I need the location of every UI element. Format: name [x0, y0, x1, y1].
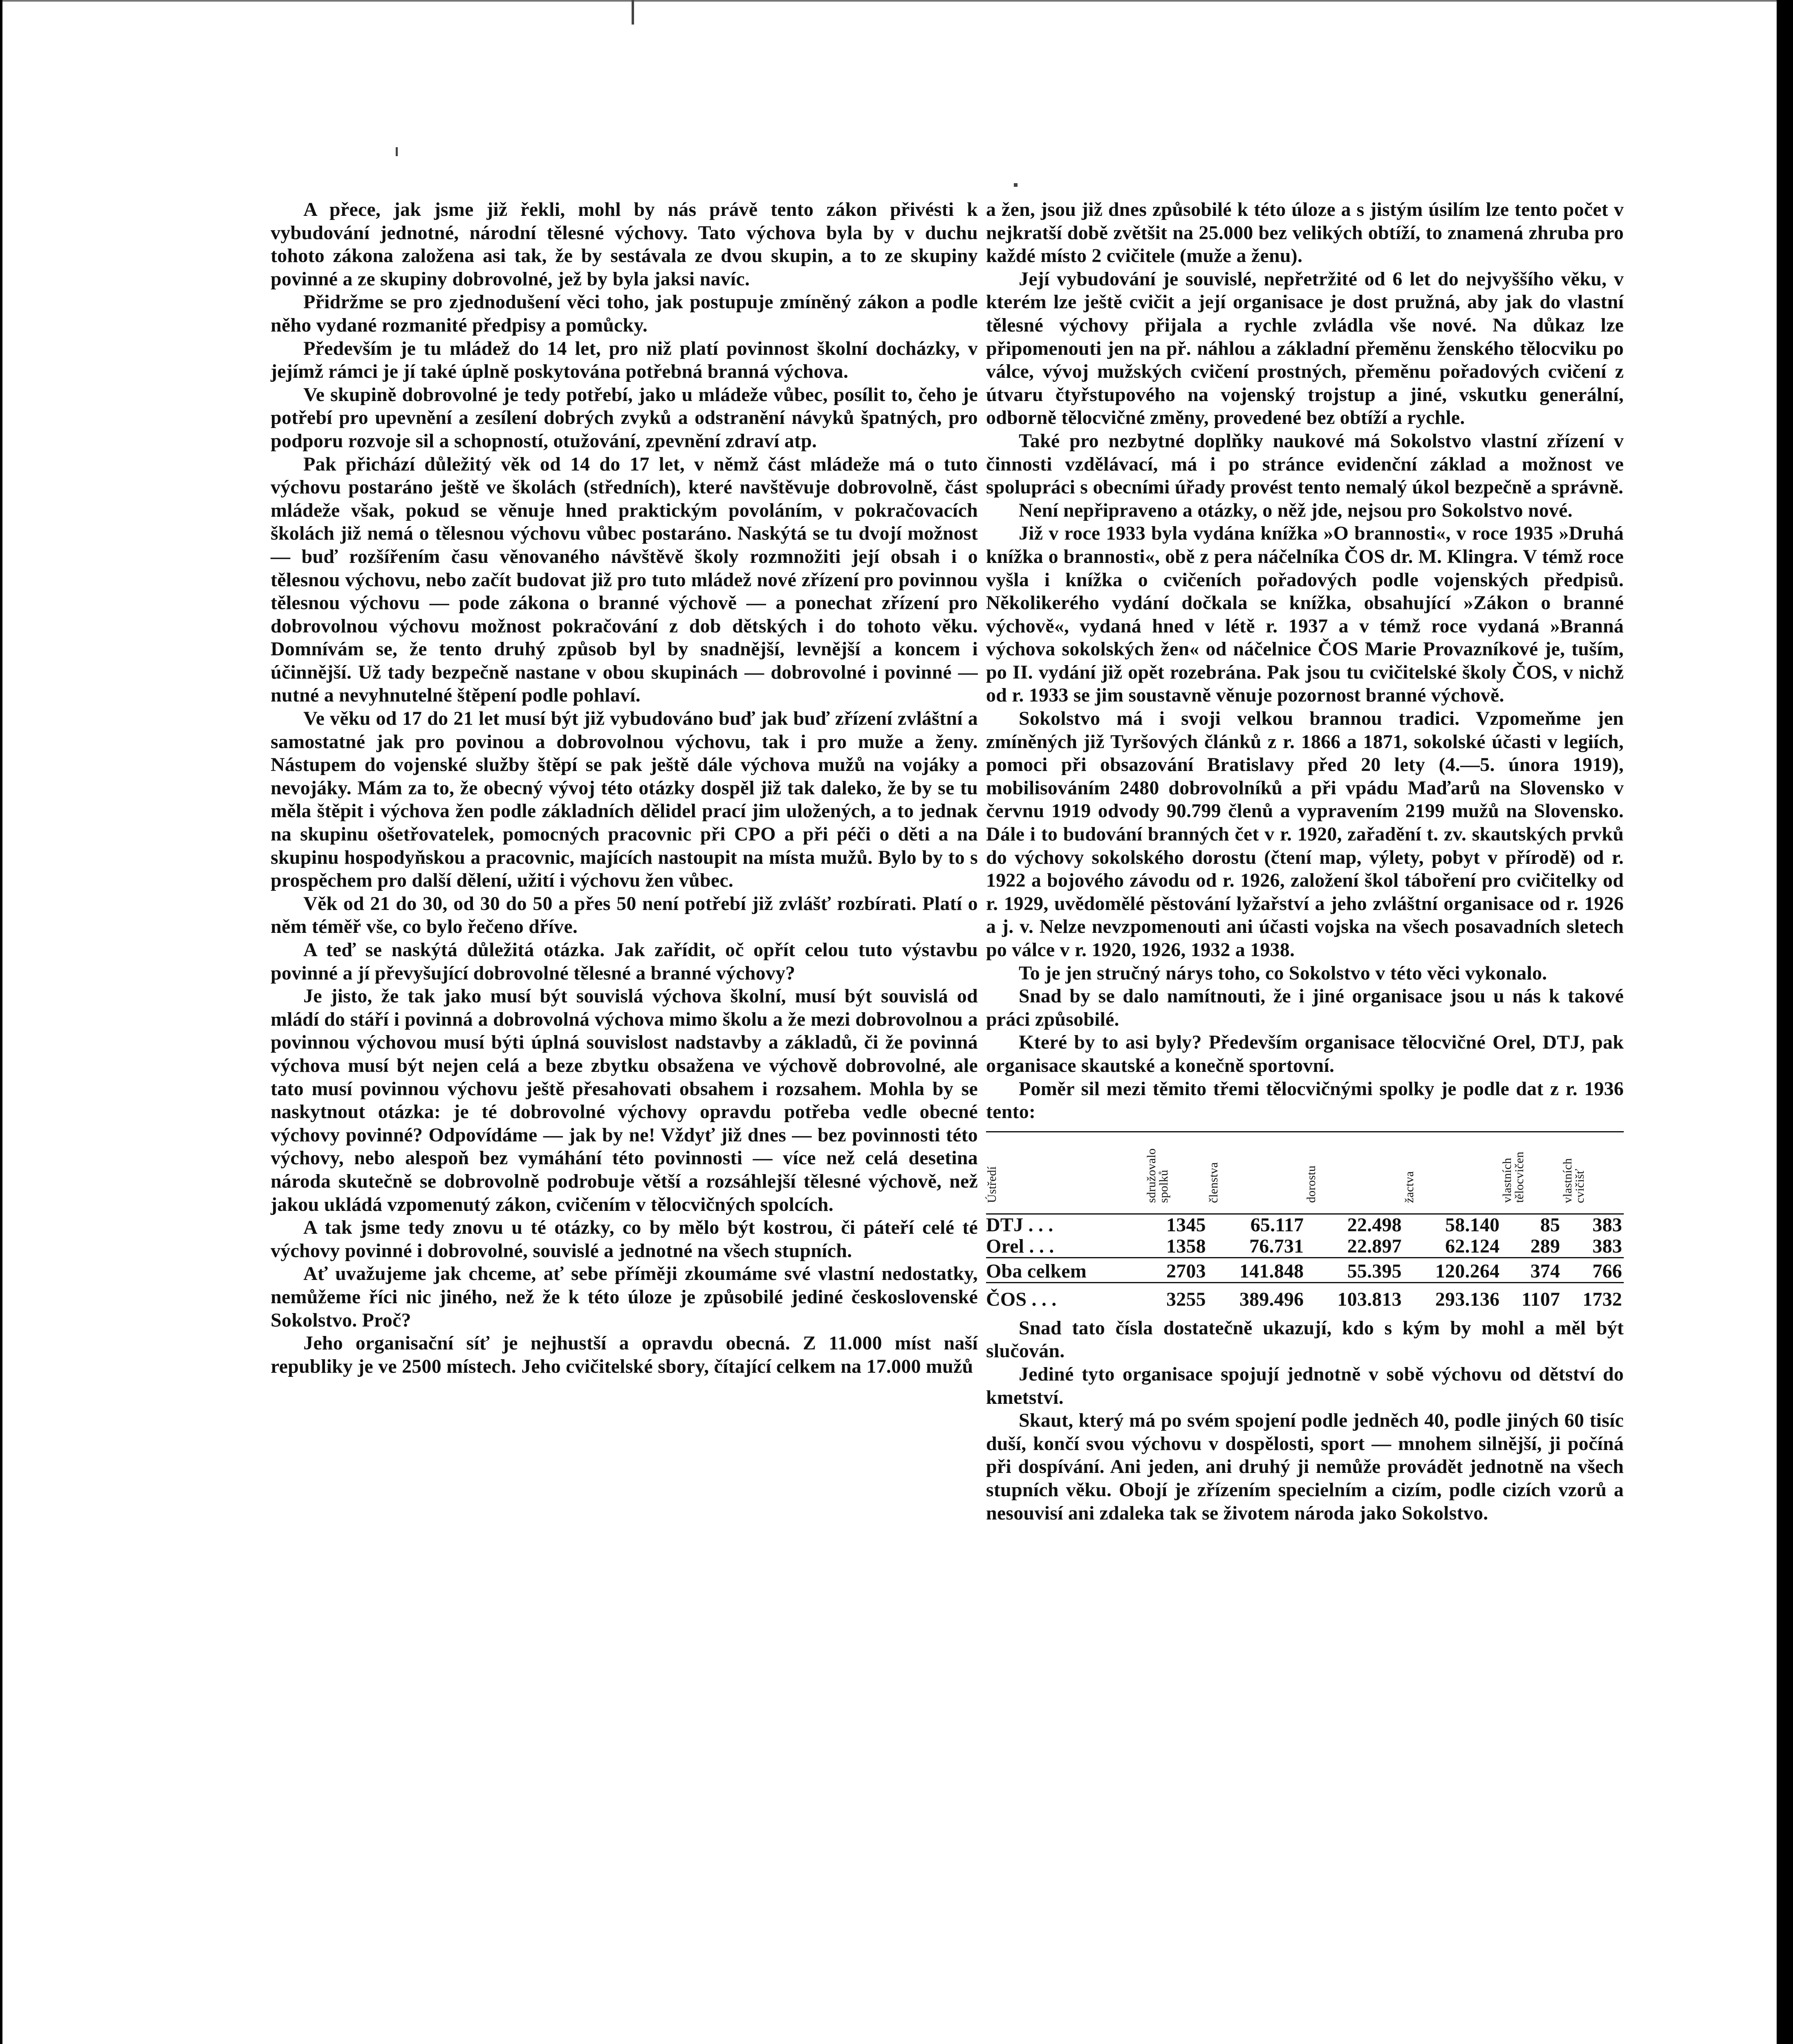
cell: 120.264	[1403, 1257, 1502, 1282]
paragraph: Především je tu mládež do 14 let, pro niž platí povinnost školní docházky, v jejímž rámci je jí také úplně poskytována potřebná branná výchova.	[271, 337, 978, 383]
table-row-orel	[986, 1236, 1624, 1258]
paragraph: Věk od 21 do 30, od 30 do 50 a přes 50 není potřebí již zvlášť rozbírati. Platí o něm téměř vše, co bylo řečeno dříve.	[271, 892, 978, 938]
cell: 389.496	[1208, 1282, 1306, 1313]
paragraph: Pak přichází důležitý věk od 14 do 17 let, v němž část mládeže má o tuto výchovu postaráno ještě ve školách (středních), které navštěvuje dobrovolně, část mládeže však, pokud se věnuje hned praktickým povoláním, v pokračovacích školách již nemá o tělesnou výchovu vůbec postaráno. Naskýtá se tu dvojí možnost — buď rozšířením času věnovaného návštěvě školy rozmnožiti její obsah i o tělesnou výchovu, nebo začít budovat již pro tuto mládež nové zřízení pro povinnou tělesnou výchovu — pode zákona o branné výchově — a ponechat zřízení pro dobrovolnou výchovu možnost pokračování z dob dětských i do tohoto věku. Domnívám se, že tento druhý způsob byl by snadnější, levnější a koncem i účinnější. Už tady bezpečně nastane v obou skupinách — dobrovolné i povinné — nutné a nevyhnutelné štěpení podle pohlaví.	[271, 453, 978, 706]
cell: 76.731	[1249, 1235, 1304, 1257]
cell: 22.897	[1347, 1235, 1402, 1257]
table-row-total	[986, 1257, 1624, 1282]
paragraph: Jeho organisační síť je nejhustší a opravdu obecná. Z 11.000 míst naší republiky je ve 2500 místech. Jeho cvičitelské sbory, čítající celkem na 17.000 mužů	[271, 1332, 978, 1377]
table-header-row	[986, 1132, 1624, 1214]
header-cell	[1501, 1132, 1562, 1214]
right-text-column	[986, 198, 1624, 1525]
cell: 383	[1592, 1214, 1622, 1236]
cell: 1732	[1562, 1282, 1624, 1313]
row-name: DTJ . . .	[986, 1214, 1053, 1236]
paragraph: Sokolstvo má i svoji velkou brannou tradici. Vzpomeňme jen zmíněných již Tyršových článků z r. 1866 a 1871, sokolské účasti v legiích, pomoci při obsazování Bratislavy před 20 lety (4.—5. února 1919), mobilisováním 2480 dobrovolníků a při vpádu Maďarů na Slovensko v červnu 1919 odvody 90.799 členů a vypravením 2199 mužů na Slovensko. Dále i to budování branných čet v r. 1920, zařadění t. zv. skautských prvků do výchovy sokolského dorostu (čtení map, výlety, pobyt v přírodě) od r. 1922 a bojového závodu od r. 1926, založení škol táboření pro cvičitelky od r. 1929, uvědomělé pěstování lyžařství a jeho zvláštní organisace od r. 1926 a j. v. Nelze nevzpomenouti ani účasti vojska na všech posavadních sletech po válce v r. 1920, 1926, 1932 a 1938.	[986, 708, 1624, 961]
paragraph: Její vybudování je souvislé, nepřetržité od 6 let do nejvyššího věku, v kterém lze ještě cvičit a její organisace je dost pružná, aby jak do vlastní tělesné výchovy přijala a rychle zvládla vše nové. Na důkaz lze připomenouti jen na př. náhlou a základní přeměnu ženského tělocviku po válce, vývoj mužských cvičení prostných, přeměnu pořadových cvičení z útvaru čtyřstupového na vojenský trojstup a jiné, vskutku generální, odborně tělocvičné změny, provedené bez obtíží a rychle.	[986, 268, 1624, 429]
row-name: Oba celkem	[986, 1257, 1145, 1282]
paragraph: A teď se naskýtá důležitá otázka. Jak zařídit, oč opřít celou tuto výstavbu povinné a jí převyšující dobrovolné tělesné a branné výchovy?	[271, 939, 978, 984]
paragraph: Je jisto, že tak jako musí být souvislá výchova školní, musí být souvislá od mládí do stáří i povinná a dobrovolná výchova mimo školu a že mezi dobrovolnou a povinnou výchovou musí býti úplná souvislost nadstavby a základů, či že povinná výchova musí být nejen celá a beze zbytku obsažena ve výchově dobrovolné, ale tato musí povinnou výchovu ještě přesahovati obsahem i rozsahem. Mohla by se naskytnout otázka: je té dobrovolné výchovy opravdu potřeba vedle obecné výchovy povinné? Odpovídáme — jak by ne! Vždyť již dnes — bez povinnosti této výchovy, nebo alespoň bez vymáhání této povinnosti — více než celá desetina národa skutečně se dobrovolně podrobuje větší a rozsáhlejší tělesné výchově, než jakou ukládá vzpomenutý zákon, cvičením v tělocvičných spolcích.	[271, 985, 978, 1215]
paragraph: Ve věku od 17 do 21 let musí být již vybudováno buď jak buď zřízení zvláštní a samostatné jak pro povinou a dobrovolnou výchovu, tak i pro muže a ženy. Nástupem do vojenské služby štěpí se pak ještě dále výchova mužů na vojáky a nevojáky. Mám za to, že obecný vývoj této otázky dospěl již tak daleko, že by se tu měla štěpit i výchova žen podle základních dělidel prací jim uložených, a to jednak na skupinu ošetřovatelek, pomocných pracovnic při CPO a při péči o děti a na skupinu hospodyňskou a pracovnic, majících nastoupit na místa mužů. Bylo by to s prospěchem pro další dělení, užití i výchovu žen vůbec.	[271, 708, 978, 892]
cell: 141.848	[1208, 1257, 1306, 1282]
paragraph: Přidržme se pro zjednodušení věci toho, jak postupuje zmíněný zákon a podle něho vydané rozmanité předpisy a pomůcky.	[271, 291, 978, 336]
scan-speck	[632, 0, 634, 25]
table-row-dtj	[986, 1214, 1624, 1236]
cell: 2703	[1145, 1257, 1208, 1282]
scan-speck	[396, 147, 398, 156]
header-cell	[1305, 1132, 1403, 1214]
cell: 374	[1501, 1257, 1562, 1282]
paragraph: A přece, jak jsme již řekli, mohl by nás právě tento zákon přivésti k vybudování jednotné, národní tělesné výchovy. Tato výchova byla by v duchu tohoto zákona založena asi tak, že by sestávala ze dvou skupin, a to ze skupiny povinné a ze skupiny dobrovolné, jež by byla jaksi navíc.	[271, 199, 978, 290]
header-label: vlastních cvičišť	[1561, 1158, 1587, 1203]
row-name: Orel . . .	[986, 1235, 1054, 1257]
header-label: dorostu	[1304, 1165, 1318, 1203]
paragraph: Poměr sil mezi těmito třemi tělocvičnými spolky je podle dat z r. 1936 tento:	[986, 1078, 1624, 1123]
header-cell	[1208, 1132, 1306, 1214]
paragraph: Již v roce 1933 byla vydána knížka »O brannosti«, v roce 1935 »Druhá knížka o brannosti«, obě z pera náčelníka ČOS dr. M. Klingra. V témž roce vyšla i knížka o cvičeních pořadových podle vojenských předpisů. Několikerého vydání dočkala se knížka, obsahující »Zákon o branné výchově«, vydaná hned v létě r. 1937 a v témž roce vydaná »Branná výchova sokolských žen« od náčelnice ČOS Marie Provazníkové je, tuším, po II. vydání již opět rozebrána. Pak jsou tu cvičitelské školy ČOS, v nichž od r. 1933 se jim soustavně věnuje pozornost branné výchově.	[986, 522, 1624, 706]
cell: 62.124	[1445, 1235, 1500, 1257]
header-label: sdružovalo spolků	[1145, 1148, 1170, 1203]
header-label: Ústředí	[985, 1166, 999, 1203]
cell: 766	[1562, 1257, 1624, 1282]
paragraph: Které by to asi byly? Především organisace tělocvičné Orel, DTJ, pak organisace skautské a konečně sportovní.	[986, 1031, 1624, 1076]
row-name: ČOS . . .	[986, 1282, 1145, 1313]
paragraph: To je jen stručný nárys toho, co Sokolstvo v této věci vykonalo.	[1019, 962, 1547, 984]
cell: 85	[1540, 1214, 1560, 1236]
paragraph: Snad by se dalo namítnouti, že i jiné organisace jsou u nás k takové práci způsobilé.	[986, 985, 1624, 1030]
paragraph: Snad tato čísla dostatečně ukazují, kdo s kým by mohl a měl být slučován.	[986, 1317, 1624, 1362]
cell: 103.813	[1305, 1282, 1403, 1313]
paragraph: Jediné tyto organisace spojují jednotně v sobě výchovu od dětství do kmetství.	[986, 1363, 1624, 1408]
paragraph: A tak jsme tedy znovu u té otázky, co by mělo být kostrou, či páteří celé té výchovy povinné i dobrovolné, souvislé a jednotné na všech stupních.	[271, 1217, 978, 1262]
membership-stats-table	[986, 1131, 1624, 1313]
cell: 293.136	[1403, 1282, 1502, 1313]
cell: 65.117	[1250, 1214, 1304, 1236]
cell: 55.395	[1305, 1257, 1403, 1282]
left-text-column	[271, 198, 978, 1378]
cell: 383	[1592, 1235, 1622, 1257]
header-label: členstva	[1206, 1162, 1220, 1203]
scan-speck	[1014, 183, 1018, 187]
paragraph: Také pro nezbytné doplňky naukové má Sokolstvo vlastní zřízení v činnosti vzdělávací, má i po stránce evidenční základ a možnost ve spolupráci s obecními úřady provést tento nemalý úkol bezpečně a správně.	[986, 430, 1624, 498]
scan-edge-right	[1777, 0, 1793, 2044]
header-cell	[1403, 1132, 1502, 1214]
header-cell	[1562, 1132, 1624, 1214]
header-label: žactva	[1402, 1171, 1416, 1203]
header-cell	[1145, 1132, 1208, 1214]
header-label: vlastních tělocvičen	[1500, 1152, 1526, 1203]
header-cell	[986, 1132, 1145, 1214]
cell: 58.140	[1445, 1214, 1500, 1236]
cell: 22.498	[1347, 1214, 1402, 1236]
cell: 1358	[1166, 1235, 1206, 1257]
paragraph: a žen, jsou již dnes způsobilé k této úloze a s jistým úsilím lze tento počet v nejkratší době zvětšit na 25.000 bez velikých obtíží, to znamená zhruba pro každé místo 2 cvičitele (muže a ženu).	[986, 199, 1624, 267]
cell: 1107	[1501, 1282, 1562, 1313]
cell: 3255	[1145, 1282, 1208, 1313]
paragraph: Není nepřipraveno a otázky, o něž jde, nejsou pro Sokolstvo nové.	[1019, 499, 1573, 521]
table-row-cos	[986, 1282, 1624, 1313]
scan-edge-left	[0, 0, 2, 2044]
paragraph: Ve skupině dobrovolné je tedy potřebí, jako u mládeže vůbec, posílit to, čeho je potřebí pro upevnění a zesílení dobrých zvyků a odstranění návyků špatných, pro podporu rozvoje sil a schopností, otužování, zpevnění zdraví atp.	[271, 383, 978, 452]
paragraph: Skaut, který má po svém spojení podle jedněch 40, podle jiných 60 tisíc duší, končí svou výchovu v dospělosti, sport — mnohem silnější, ji počíná při dospívání. Ani jeden, ani druhý ji nemůže provádět jednotně na všech stupních věku. Obojí je zřízením specielním a cizím, podle cizích vzorů a nesouvisí ani zdaleka tak se životem národa jako Sokolstvo.	[986, 1410, 1624, 1524]
cell: 1345	[1166, 1214, 1206, 1236]
cell: 289	[1530, 1235, 1560, 1257]
paragraph: Ať uvažujeme jak chceme, ať sebe příměji zkoumáme své vlastní nedostatky, nemůžeme říci nic jiného, než že k této úloze je způsobilé jediné československé Sokolstvo. Proč?	[271, 1263, 978, 1331]
scan-edge-top	[0, 0, 1793, 2]
